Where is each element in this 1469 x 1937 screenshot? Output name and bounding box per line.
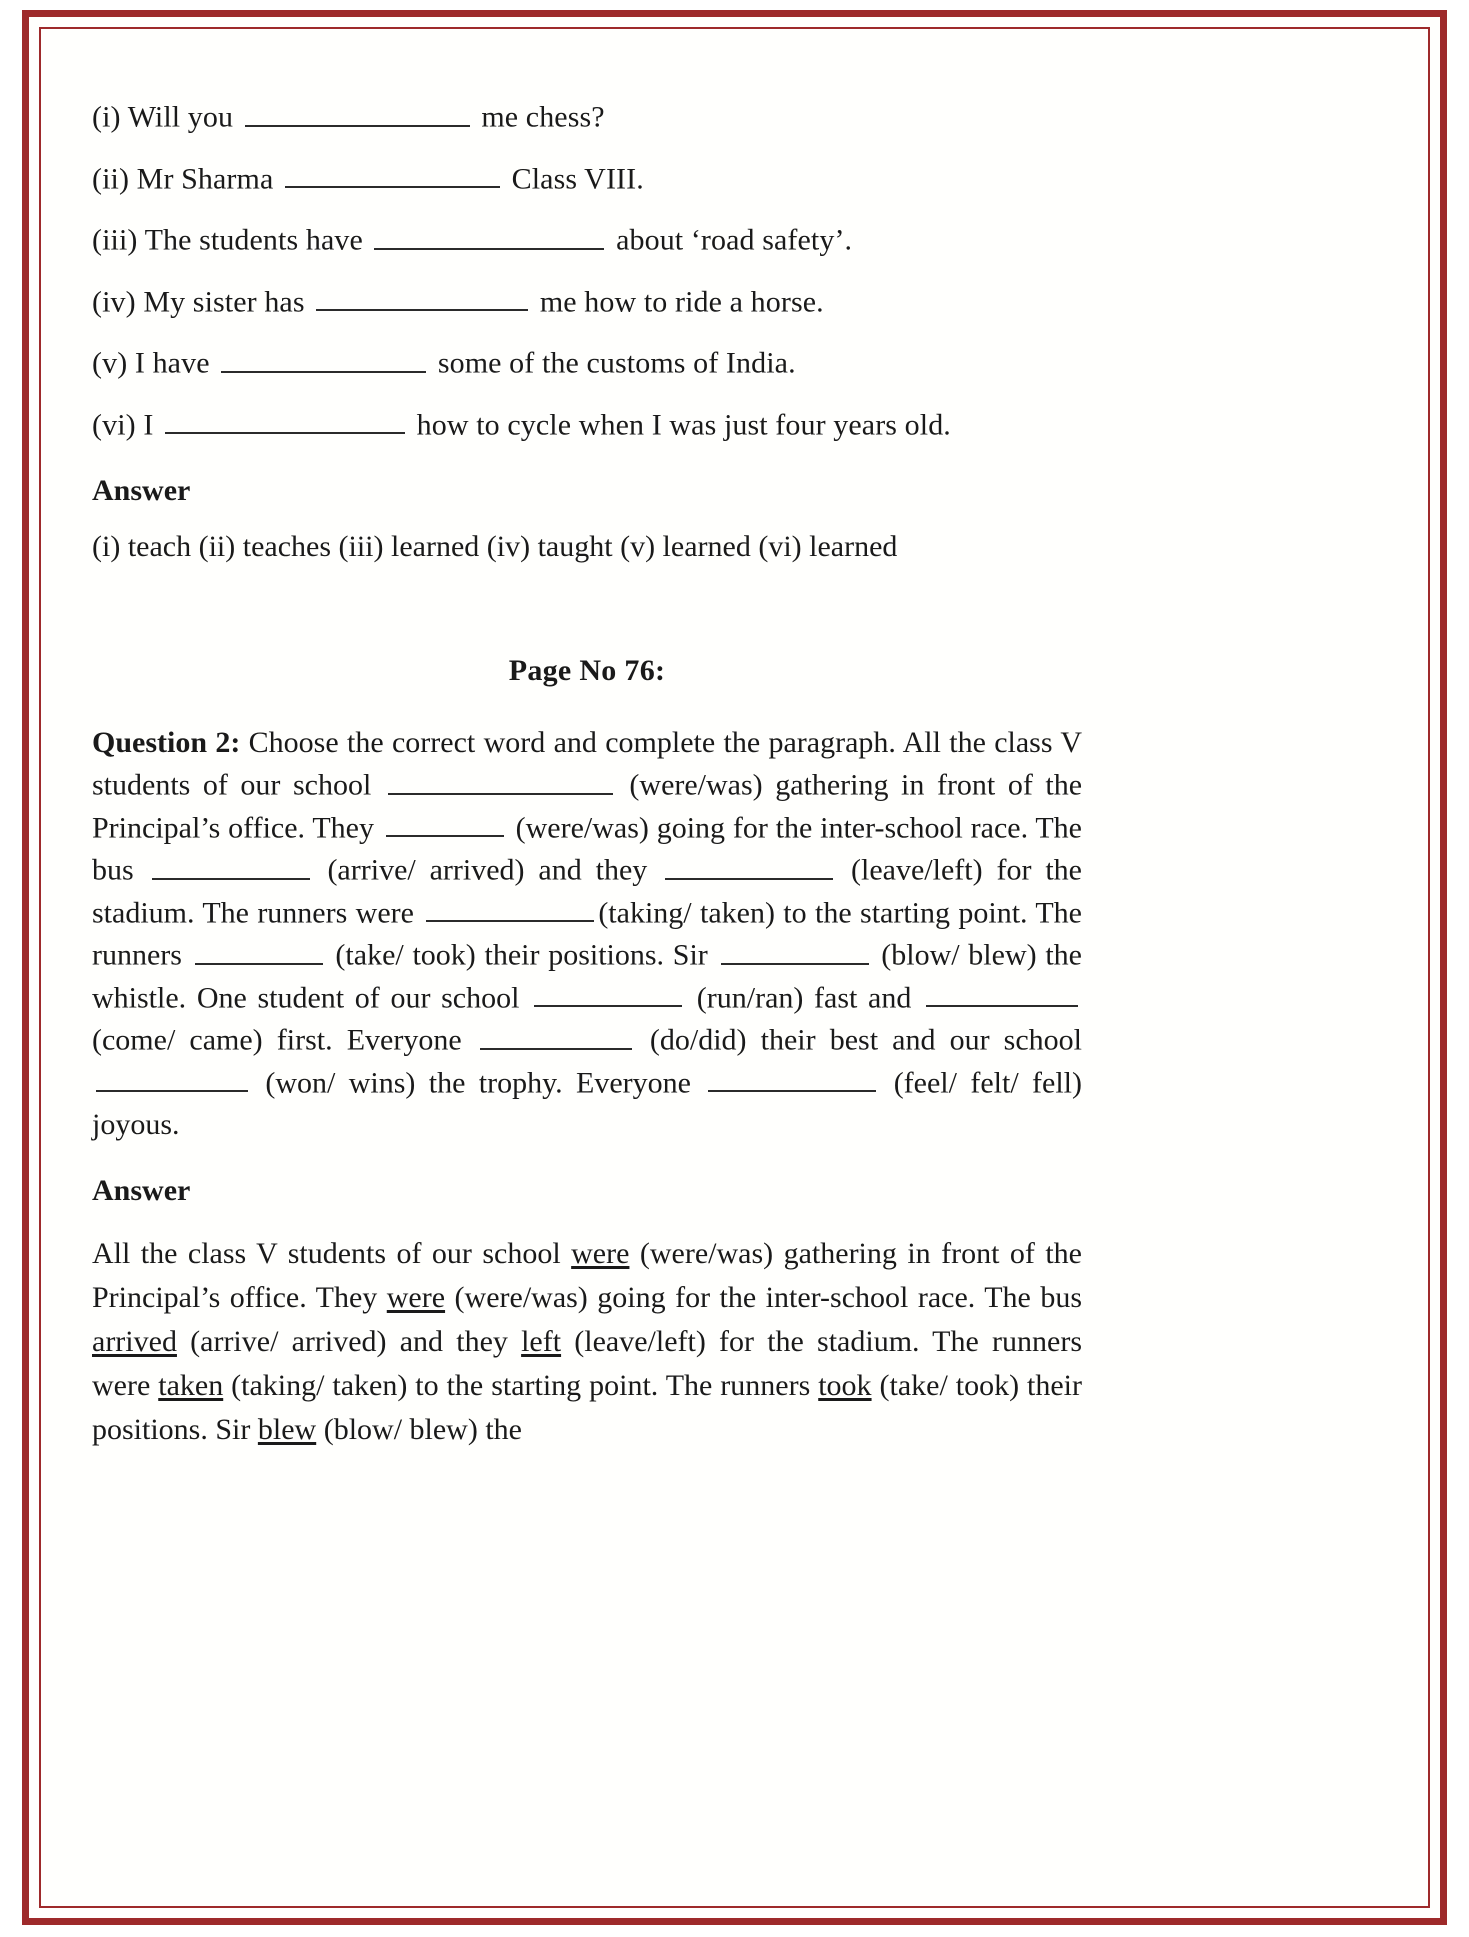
fill-in-blank[interactable] — [426, 892, 594, 923]
answer-segment: All the class V students of our school — [92, 1237, 572, 1270]
page-content — [92, 96, 1082, 1452]
item-text-before: Mr Sharma — [136, 162, 274, 195]
answer-segment: (leave/left) for the stadium. The runners were — [92, 1325, 1082, 1402]
answer-heading-2: Answer — [92, 1174, 191, 1207]
exercise-item — [92, 404, 1082, 441]
item-text-before: The students have — [144, 223, 363, 257]
item-text-before: Will you — [127, 100, 234, 134]
fill-in-blank[interactable] — [721, 934, 869, 965]
item-text-after: me how to ride a horse. — [539, 285, 824, 318]
question-2-segment: (won/ wins) the trophy. Everyone — [252, 1066, 705, 1099]
fill-in-blank[interactable] — [480, 1019, 632, 1050]
answer-segment: (take/ took) their positions. Sir — [92, 1369, 1082, 1446]
answer-word: were — [571, 1237, 630, 1270]
answer-paragraph — [92, 1232, 1082, 1452]
answer-word: were — [386, 1281, 446, 1314]
exercise-item — [92, 342, 1082, 379]
item-marker: (iv) — [92, 285, 136, 318]
answer-segment: (blow/ blew) the — [316, 1413, 522, 1446]
answer-segment: (were/was) going for the inter-school race. The bus — [445, 1281, 1083, 1314]
fill-in-blank[interactable] — [285, 158, 500, 189]
item-text-after: some of the customs of India. — [437, 346, 796, 380]
exercise-item — [92, 158, 1082, 195]
item-text-after: how to cycle when I was just four years old. — [416, 408, 951, 441]
exercise-item — [92, 281, 1082, 318]
exercise-item — [92, 219, 1082, 256]
question-2-label: Question 2: — [92, 726, 241, 759]
fill-in-blank[interactable] — [388, 764, 613, 795]
item-text-before: My sister has — [143, 285, 305, 318]
fill-in-blank[interactable] — [316, 281, 528, 312]
item-marker: (v) — [92, 346, 128, 380]
answer-word: taken — [158, 1369, 224, 1402]
question-2-segment: (feel/ felt/ fell) joyous. — [92, 1066, 1082, 1141]
page-number-heading: Page No 76: — [508, 654, 666, 687]
question-2-paragraph — [92, 722, 1082, 1146]
question-2-segment: (run/ran) fast and — [686, 981, 922, 1014]
item-text-before: I have — [134, 346, 210, 380]
fill-in-blank[interactable] — [374, 219, 604, 250]
question-2-segment: (arrive/ arrived) and they — [313, 853, 662, 887]
fill-in-blank[interactable] — [165, 404, 405, 435]
question-2-segment: (come/ came) first. Everyone — [92, 1023, 476, 1057]
question-2-segment: (were/was) going for the inter-school race. The bus — [92, 811, 1082, 887]
exercise-item — [92, 96, 1082, 133]
answer-heading: Answer — [92, 474, 191, 507]
fill-in-blank[interactable] — [195, 934, 323, 965]
fill-in-blank[interactable] — [386, 807, 504, 838]
answer-text: (i) teach (ii) teaches (iii) learned (iv) taught (v) learned (vi) learned — [92, 530, 898, 563]
item-text-after: about ‘road safety’. — [616, 223, 853, 257]
question-2-segment: (leave/left) for the stadium. The runners were — [92, 853, 1082, 929]
item-marker: (ii) — [92, 162, 130, 195]
answer-segment: (arrive/ arrived) and they — [176, 1325, 522, 1358]
item-text-after: me chess? — [481, 100, 605, 134]
question-2-segment: (blow/ blew) the whistle. One student of our school — [92, 938, 1082, 1014]
fill-in-blank[interactable] — [96, 1062, 248, 1093]
question-2-segment: (do/did) their best and our school — [635, 1023, 1082, 1057]
fill-in-blank[interactable] — [665, 849, 833, 880]
answer-word: took — [818, 1369, 872, 1402]
fill-in-blank[interactable] — [221, 342, 426, 373]
fill-in-blank[interactable] — [534, 977, 682, 1008]
question-2-segment: (were/was) gathering in front of the Principal’s office. They — [92, 768, 1083, 844]
answer-word: blew — [257, 1413, 317, 1446]
answer-segment: (taking/ taken) to the starting point. The runners — [223, 1369, 819, 1402]
item-marker: (i) — [92, 100, 121, 134]
item-text-after: Class VIII. — [511, 162, 644, 195]
fill-in-blank[interactable] — [708, 1062, 876, 1093]
question-2-intro: Choose the correct word and complete the paragraph. All the class V students of our school — [92, 726, 1082, 802]
fill-in-blank[interactable] — [926, 977, 1078, 1008]
fill-in-blank[interactable] — [245, 96, 470, 127]
question-2-segment: (taking/ taken) to the starting point. The runners — [92, 896, 1082, 972]
item-text-before: I — [143, 408, 154, 441]
answer-segment: (were/was) gathering in front of the Principal’s office. They — [92, 1237, 1082, 1314]
answer-word: left — [521, 1325, 562, 1358]
item-marker: (vi) — [92, 408, 136, 441]
answer-word: arrived — [92, 1325, 177, 1358]
question-2-segment: (take/ took) their positions. Sir — [326, 938, 717, 972]
item-marker: (iii) — [92, 223, 138, 257]
fill-in-blank[interactable] — [152, 849, 310, 880]
